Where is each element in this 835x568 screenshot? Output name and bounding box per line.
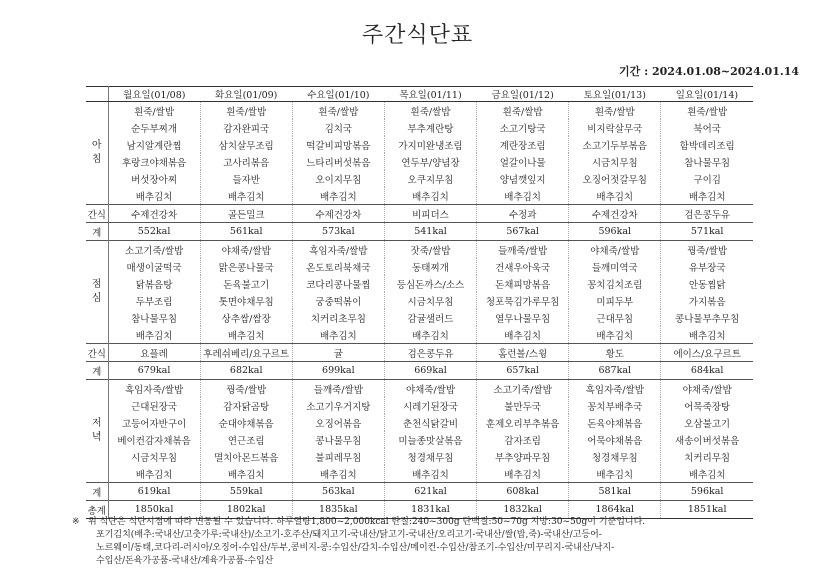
menu-cell: 감자조림: [477, 431, 569, 448]
breakfast-dish-row: [86, 119, 753, 136]
menu-cell: 581kal: [569, 483, 661, 501]
menu-cell: 들깨죽/쌀밥: [292, 380, 384, 398]
lunch-dish-row: [86, 258, 753, 275]
menu-cell: 571kal: [661, 223, 753, 241]
menu-cell: 홈런볼/스윙: [477, 344, 569, 362]
menu-cell: 코다리콩나물찜: [292, 275, 384, 292]
menu-cell: 등심돈까스/소스: [384, 275, 476, 292]
dinner-dish-row: [86, 397, 753, 414]
menu-cell: 오삼불고기: [684, 418, 731, 430]
menu-cell: 552kal: [108, 223, 200, 241]
menu-cell: 1835kal: [292, 501, 384, 519]
menu-cell: 순두부찌개: [108, 119, 200, 136]
menu-cell: 소고기탕국: [477, 119, 569, 136]
menu-cell: 황도: [569, 344, 661, 362]
breakfast-dish-row: [86, 170, 753, 187]
menu-cell: 부추계란탕: [384, 119, 476, 136]
menu-cell: 야채죽/쌀밥: [569, 241, 661, 259]
menu-cell: 배추김치: [477, 187, 569, 205]
breakfast-dish-row: [86, 187, 753, 205]
menu-cell: 온도토리북채국: [292, 258, 384, 275]
menu-cell: 떡갈비피망볶음: [292, 136, 384, 153]
meal-label-char: 점: [91, 279, 102, 290]
menu-cell: 흰죽/쌀밥: [108, 102, 200, 120]
menu-cell: 596kal: [661, 483, 753, 501]
origin-note-3: 수입산/돈육가공품-국내산/계육가공품-수입산: [96, 556, 274, 566]
menu-cell: 수제건강차: [569, 205, 661, 223]
menu-cell: 부추양파무침: [477, 448, 569, 465]
menu-cell: 수제건강차: [292, 205, 384, 223]
menu-cell: 소고기두부볶음: [569, 136, 661, 153]
menu-cell: 골든밀크: [200, 205, 292, 223]
kcal-label: 계: [86, 483, 108, 501]
menu-cell: 후레쉬베리/요구르트: [200, 344, 292, 362]
menu-cell: 얼갈이나물: [477, 153, 569, 170]
origin-note-1: 포기김치(배추:국내산/고춧가루:국내산)/소고기-호주산/돼지고기-국내산/닭고기-국내산/오리고기-국내산/쌀(밥,죽)-국내산/고등어-: [96, 530, 602, 540]
menu-cell: 흰죽/쌀밥: [477, 102, 569, 120]
menu-cell: 새송이버섯볶음: [675, 435, 740, 447]
menu-cell: 619kal: [108, 483, 200, 501]
menu-cell: 수정과: [477, 205, 569, 223]
nutrition-note: 위 식단은 식단시점에 따라 변동될 수 있습니다. 하루열량1,800~2,000kcal 탄질:240~300g 단백질:50~70g 지방:30~50g이 기준입니다.: [88, 517, 646, 527]
menu-cell: 흰죽/쌀밥: [569, 102, 661, 120]
menu-cell: 배추김치: [292, 465, 384, 483]
menu-cell: 콩나물부추무침: [675, 313, 740, 325]
menu-cell: 1832kal: [477, 501, 569, 519]
menu-cell: 순대야채볶음: [200, 414, 292, 431]
meal-label-char: 침: [91, 154, 102, 165]
meal-label-char: 심: [91, 293, 102, 304]
lunch-dish-row: [86, 275, 753, 292]
menu-cell: 검은콩두유: [384, 344, 476, 362]
menu-period: 기간 : 2024.01.08~2024.01.14: [619, 65, 799, 78]
menu-cell: 배추김치: [384, 187, 476, 205]
lunch-dish-row: [86, 326, 753, 344]
menu-cell: 북어국: [693, 123, 721, 135]
menu-cell: 함박데리조림: [679, 140, 735, 152]
menu-cell: 유부장국: [688, 262, 726, 274]
dinner-dish-row: [86, 448, 753, 465]
menu-cell: 비지락살무국: [569, 119, 661, 136]
menu-cell: 596kal: [569, 223, 661, 241]
menu-cell: 감자완피국: [200, 119, 292, 136]
menu-cell: 흑임자죽/쌀밥: [569, 380, 661, 398]
menu-cell: 치커리무침: [684, 452, 731, 464]
menu-cell: 1802kal: [200, 501, 292, 519]
menu-cell: 흰죽/쌀밥: [292, 102, 384, 120]
menu-cell: 멸치아몬드볶음: [200, 448, 292, 465]
breakfast-label: [86, 102, 108, 205]
menu-cell: 배추김치: [108, 326, 200, 344]
menu-cell: 김치국: [292, 119, 384, 136]
menu-cell: 비피더스: [384, 205, 476, 223]
menu-cell: 요플레: [108, 344, 200, 362]
meal-label-char: 저: [91, 418, 102, 429]
menu-cell: 고등어자반구이: [108, 414, 200, 431]
menu-cell: 시금치무침: [569, 153, 661, 170]
menu-cell: 흑임자죽/쌀밥: [108, 380, 200, 398]
menu-cell: 699kal: [292, 362, 384, 380]
dinner-dish-row: [86, 465, 753, 483]
snack-label: 간식: [86, 344, 108, 362]
menu-cell: 563kal: [292, 483, 384, 501]
menu-cell: 베이컨감자채볶음: [108, 431, 200, 448]
menu-cell: 양념깻잎지: [477, 170, 569, 187]
menu-cell: 미피두부: [569, 292, 661, 309]
menu-cell: 야채죽/쌀밥: [200, 241, 292, 259]
menu-cell: 닭볶음탕: [108, 275, 200, 292]
page-title: 주간식단표: [361, 23, 474, 48]
menu-cell: 흑임자죽/쌀밥: [292, 241, 384, 259]
menu-cell: 541kal: [384, 223, 476, 241]
menu-cell: 배추김치: [477, 326, 569, 344]
menu-cell: 야채죽/쌀밥: [661, 380, 753, 398]
menu-cell: 훈제오리부추볶음: [477, 414, 569, 431]
breakfast-dish-row: [86, 136, 753, 153]
menu-notes: [72, 516, 788, 568]
menu-cell: 버섯장아찌: [108, 170, 200, 187]
menu-cell: 배추김치: [384, 326, 476, 344]
kcal-label: 계: [86, 223, 108, 241]
lunch-snack-row: [86, 344, 753, 362]
menu-cell: 근대무침: [569, 309, 661, 326]
dinner-dish-row: [86, 431, 753, 448]
menu-cell: 청포묵김가루무침: [477, 292, 569, 309]
breakfast-dish-row: [86, 102, 753, 120]
menu-cell: 감귤샐러드: [384, 309, 476, 326]
menu-cell: 치커리초무침: [292, 309, 384, 326]
menu-cell: 어묵야채볶음: [569, 431, 661, 448]
menu-cell: 연두부/양념장: [384, 153, 476, 170]
corner-cell: [86, 87, 108, 102]
menu-cell: 배추김치: [688, 330, 726, 342]
menu-cell: 참나물무침: [684, 157, 731, 169]
menu-cell: 흰죽/쌀밥: [384, 102, 476, 120]
menu-cell: 열무나물무침: [477, 309, 569, 326]
menu-cell: 구이김: [693, 174, 721, 186]
weekly-menu-table: [86, 86, 753, 519]
menu-cell: 매생이굴떡국: [108, 258, 200, 275]
menu-cell: 느타리버섯볶음: [292, 153, 384, 170]
kcal-label: 계: [86, 362, 108, 380]
menu-cell: 배추김치: [108, 187, 200, 205]
note-mark: ※: [72, 517, 80, 527]
snack-label: 간식: [86, 205, 108, 223]
day-header: 화요일(01/09): [200, 87, 292, 102]
menu-cell: 오쿠지무침: [384, 170, 476, 187]
dinner-dish-row: [86, 414, 753, 431]
menu-cell: 춘천식닭갈비: [384, 414, 476, 431]
lunch-label: [86, 241, 108, 344]
day-header-row: [86, 87, 753, 102]
lunch-dish-row: [86, 292, 753, 309]
menu-cell: 남지알계란찜: [108, 136, 200, 153]
menu-cell: 콩나물무침: [292, 431, 384, 448]
menu-cell: 동태찌개: [384, 258, 476, 275]
menu-cell: 배추김치: [200, 465, 292, 483]
menu-cell: 돈육불고기: [200, 275, 292, 292]
menu-cell: 에이스/요구르트: [661, 344, 753, 362]
day-header: 금요일(01/12): [477, 87, 569, 102]
total-label: 총계: [86, 501, 108, 519]
menu-cell: 들깨미역국: [569, 258, 661, 275]
menu-cell: 오징어볶음: [292, 414, 384, 431]
menu-cell: 소고기우거지탕: [292, 397, 384, 414]
menu-cell: 맑은콩나물국: [200, 258, 292, 275]
menu-cell: 573kal: [292, 223, 384, 241]
menu-cell: 657kal: [477, 362, 569, 380]
menu-cell: 567kal: [477, 223, 569, 241]
menu-cell: 배추김치: [200, 326, 292, 344]
menu-cell: 679kal: [108, 362, 200, 380]
menu-cell: 돈육야채볶음: [569, 414, 661, 431]
menu-cell: 들깨죽/쌀밥: [477, 241, 569, 259]
dinner-dish-row: [86, 380, 753, 398]
day-header: 수요일(01/10): [292, 87, 384, 102]
meal-label-char: 녁: [91, 432, 102, 443]
menu-cell: 배추김치: [384, 465, 476, 483]
menu-cell: 배추김치: [569, 326, 661, 344]
menu-cell: 참나물무침: [108, 309, 200, 326]
meal-label-char: 아: [91, 140, 102, 151]
menu-cell: 621kal: [384, 483, 476, 501]
menu-cell: 계란장조림: [477, 136, 569, 153]
dinner-label: [86, 380, 108, 483]
breakfast-kcal-row: [86, 223, 753, 241]
menu-cell: 꽁치김치조림: [569, 275, 661, 292]
menu-cell: 청경채무침: [569, 448, 661, 465]
menu-cell: 시금치무침: [384, 292, 476, 309]
menu-cell: 꿩죽/쌀밥: [661, 241, 753, 259]
menu-cell: 궁중떡볶이: [292, 292, 384, 309]
menu-cell: 배추김치: [688, 469, 726, 481]
menu-cell: 흰죽/쌀밥: [661, 102, 753, 120]
origin-note-2: 노르웨이/동태,코다리-러시아/오징어-수입산/두부,콩비지-콩:수입산/감치-수입산/메이컨-수입산/참조기-수입산/미꾸리지-국내산/낙지-: [96, 543, 615, 553]
lunch-dish-row: [86, 241, 753, 259]
menu-cell: 1851kal: [661, 501, 753, 519]
menu-cell: 안동찜닭: [688, 279, 726, 291]
menu-cell: 1831kal: [384, 501, 476, 519]
menu-cell: 연근조림: [200, 431, 292, 448]
menu-cell: 배추김치: [200, 187, 292, 205]
menu-cell: 미늘종맛살볶음: [384, 431, 476, 448]
day-header: 월요일(01/08): [108, 87, 200, 102]
day-header: 일요일(01/14): [661, 87, 753, 102]
menu-cell: 배추김치: [569, 465, 661, 483]
menu-cell: 시금치무침: [108, 448, 200, 465]
menu-cell: 배추김치: [569, 187, 661, 205]
menu-cell: 배추김치: [292, 187, 384, 205]
menu-cell: 상추쌈/쌈장: [200, 309, 292, 326]
day-header: 목요일(01/11): [384, 87, 476, 102]
dinner-kcal-row: [86, 483, 753, 501]
menu-cell: 가지미완냉조림: [384, 136, 476, 153]
menu-cell: 배추김치: [688, 191, 726, 203]
menu-cell: 불피레무침: [292, 448, 384, 465]
menu-cell: 꿩죽/쌀밥: [200, 380, 292, 398]
menu-cell: 684kal: [661, 362, 753, 380]
menu-cell: 682kal: [200, 362, 292, 380]
menu-cell: 1864kal: [569, 501, 661, 519]
menu-cell: 야채죽/쌀밥: [384, 380, 476, 398]
menu-cell: 고사리볶음: [200, 153, 292, 170]
menu-cell: 검은콩두유: [661, 205, 753, 223]
menu-cell: 건새우아욱국: [477, 258, 569, 275]
menu-cell: 오이지무침: [292, 170, 384, 187]
lunch-kcal-row: [86, 362, 753, 380]
menu-cell: 감자닭곰탕: [200, 397, 292, 414]
breakfast-dish-row: [86, 153, 753, 170]
menu-cell: 들자반: [200, 170, 292, 187]
menu-cell: 669kal: [384, 362, 476, 380]
menu-cell: 수제건강차: [108, 205, 200, 223]
menu-cell: 시레기된장국: [384, 397, 476, 414]
menu-cell: 어묵죽장탕: [684, 401, 731, 413]
day-header: 토요일(01/13): [569, 87, 661, 102]
menu-cell: 돈채피망볶음: [477, 275, 569, 292]
menu-cell: 꽁치부배추국: [569, 397, 661, 414]
menu-cell: 561kal: [200, 223, 292, 241]
menu-cell: 청경채무침: [384, 448, 476, 465]
menu-cell: 두부조림: [108, 292, 200, 309]
menu-cell: 흰죽/쌀밥: [200, 102, 292, 120]
menu-cell: 687kal: [569, 362, 661, 380]
menu-cell: 오징어젓갈무침: [569, 170, 661, 187]
menu-cell: 1850kal: [108, 501, 200, 519]
menu-cell: 근대된장국: [108, 397, 200, 414]
lunch-dish-row: [86, 309, 753, 326]
menu-cell: 불만두국: [477, 397, 569, 414]
menu-cell: 배추김치: [108, 465, 200, 483]
menu-cell: 후랑크야채볶음: [108, 153, 200, 170]
menu-cell: 귤: [292, 344, 384, 362]
menu-cell: 소고기죽/쌀밥: [477, 380, 569, 398]
menu-cell: 608kal: [477, 483, 569, 501]
menu-cell: 배추김치: [292, 326, 384, 344]
menu-cell: 톳면야채무침: [200, 292, 292, 309]
menu-body: [86, 102, 753, 519]
menu-cell: 삼치살무조림: [200, 136, 292, 153]
menu-cell: 배추김치: [477, 465, 569, 483]
breakfast-snack-row: [86, 205, 753, 223]
menu-cell: 소고기죽/쌀밥: [108, 241, 200, 259]
menu-cell: 잣죽/쌀밥: [384, 241, 476, 259]
menu-cell: 가지볶음: [688, 296, 726, 308]
menu-cell: 559kal: [200, 483, 292, 501]
